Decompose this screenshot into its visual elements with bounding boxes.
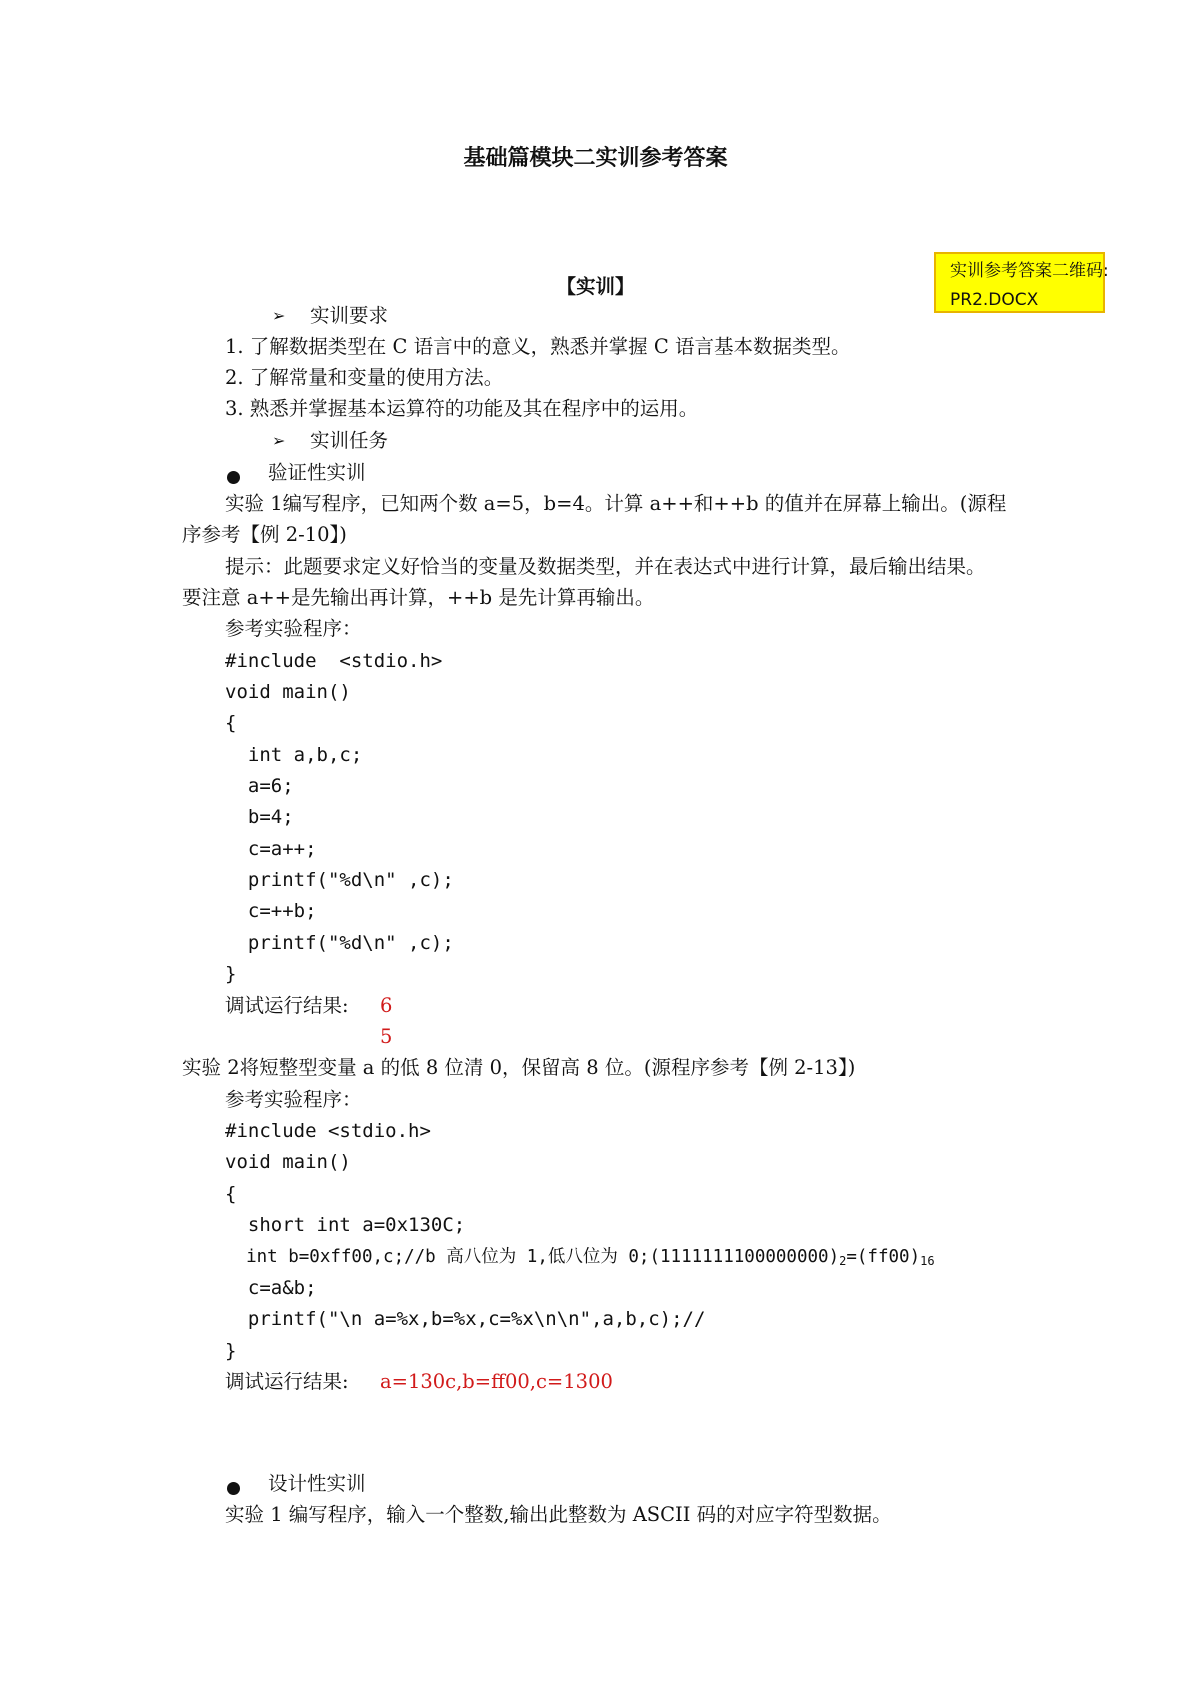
hint-text-cont: 要注意 a++是先输出再计算，++b 是先计算再输出。 [182,586,655,609]
code-text: =(ff00) [846,1247,921,1267]
code-line: short int a=0x130C; [225,1214,466,1236]
section-heading: 【实训】 [556,275,635,298]
requirements-heading: 实训要求 [310,304,389,327]
code-line: void main() [225,681,351,703]
result-label: 调试运行结果: [225,994,349,1017]
result-value: 5 [380,1025,393,1048]
verify-heading: 验证性实训 [268,461,366,484]
requirement-item: 1. 了解数据类型在 C 语言中的意义，熟悉并掌握 C 语言基本数据类型。 [225,335,851,358]
subscript: 16 [920,1254,935,1268]
requirement-item: 3. 熟悉并掌握基本运算符的功能及其在程序中的运用。 [225,397,699,420]
result-value: a=130c,b=ff00,c=1300 [380,1370,613,1393]
arrow-bullet-icon: ➢ [272,306,286,325]
result-value: 6 [380,994,393,1017]
reference-label: 参考实验程序： [225,617,362,640]
code-line: #include <stdio.h> [225,650,443,672]
qr-note-label: 实训参考答案二维码: [950,261,1109,281]
code-line: b=4; [225,806,294,828]
code-line: c=a++; [225,838,317,860]
code-line: { [225,712,237,734]
code-text: int b=0xff00,c;//b 高八位为 1,低八位为 0;(1111111100000000) [225,1247,840,1267]
code-line: c=a&b; [225,1277,317,1299]
experiment-1-text: 实验 1编写程序，已知两个数 a=5，b=4。计算 a++和++b 的值并在屏幕上输出。(源程 [225,492,1007,515]
qr-note-filename: PR2.DOCX [950,290,1039,310]
design-heading: 设计性实训 [268,1472,366,1495]
code-line: void main() [225,1151,351,1173]
code-line: } [225,963,237,985]
code-line: c=++b; [225,900,317,922]
code-line: printf("%d\n" ,c); [225,869,454,891]
tasks-heading: 实训任务 [310,429,389,452]
code-line: printf("%d\n" ,c); [225,932,454,954]
design-experiment-1-text: 实验 1 编写程序，输入一个整数,输出此整数为 ASCII 码的对应字符型数据。 [225,1503,892,1526]
document-title: 基础篇模块二实训参考答案 [463,146,728,171]
subscript: 2 [839,1254,847,1268]
experiment-1-text-cont: 序参考【例 2-10】) [182,523,347,546]
experiment-2-text: 实验 2将短整型变量 a 的低 8 位清 0，保留高 8 位。(源程序参考【例 2-13】) [182,1056,856,1079]
arrow-bullet-icon: ➢ [272,431,286,450]
round-bullet-icon [227,471,240,484]
requirement-item: 2. 了解常量和变量的使用方法。 [225,366,504,389]
code-line: { [225,1183,237,1205]
round-bullet-icon [227,1482,240,1495]
code-line: #include <stdio.h> [225,1120,431,1142]
result-label: 调试运行结果: [225,1370,349,1393]
code-line [225,1243,935,1275]
code-line: a=6; [225,775,294,797]
code-line: } [225,1340,237,1362]
code-line: printf("\n a=%x,b=%x,c=%x\n\n",a,b,c);// [225,1308,706,1330]
hint-text: 提示：此题要求定义好恰当的变量及数据类型，并在表达式中进行计算，最后输出结果。 [225,555,986,578]
code-line: int a,b,c; [225,744,363,766]
reference-label: 参考实验程序： [225,1088,362,1111]
